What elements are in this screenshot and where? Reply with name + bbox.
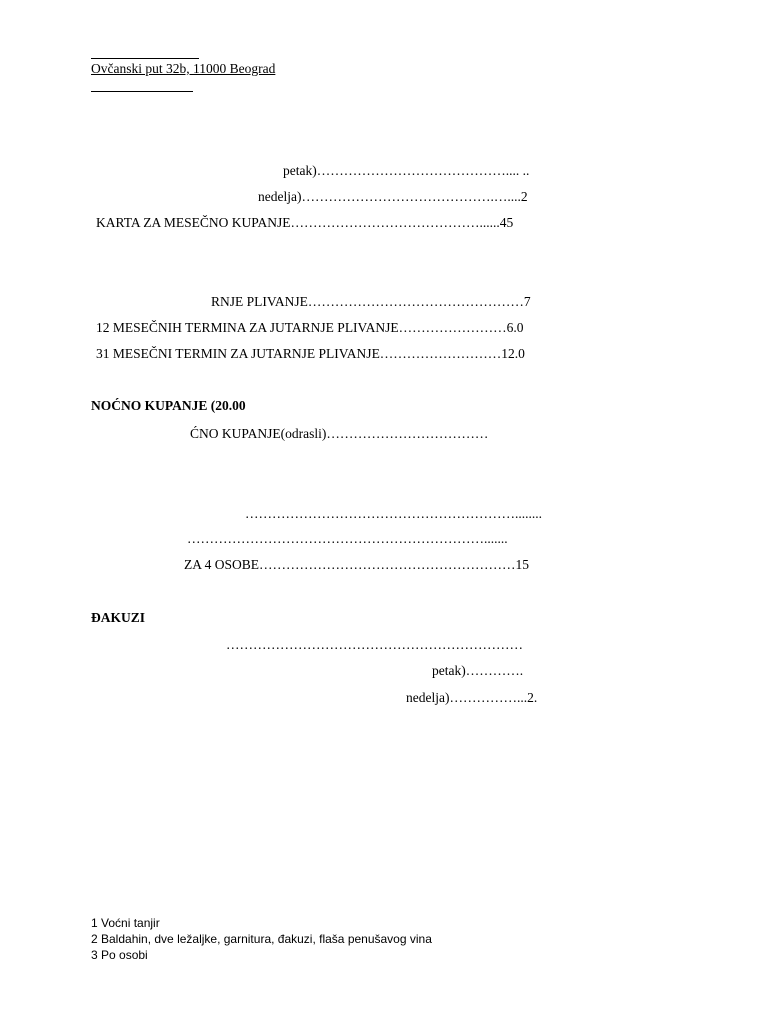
section-heading: NOĆNO KUPANJE (20.00 [91,398,246,413]
top-rule [91,58,199,59]
price-row: ĆNO KUPANJE(odrasli)……………………………… [190,426,489,441]
price-row: RNJE PLIVANJE…………………………………………7 [211,294,531,309]
price-row: 12 MESEČNIH TERMINA ZA JUTARNJE PLIVANJE……………………6.0 [96,320,524,335]
footnote: 2 Baldahin, dve ležaljke, garnitura, đakuzi, flaša penušavog vina [91,932,432,946]
footnotes [91,915,432,963]
price-row: petak)…………………………………….... .. [283,163,530,178]
price-row: 31 MESEČNI TERMIN ZA JUTARNJE PLIVANJE………………………12.0 [96,346,525,361]
price-row: nedelja)…………………………………….…....2 [258,189,528,204]
price-row: KARTA ZA MESEČNO KUPANJE……………………………………......45 [96,215,514,230]
price-row: nedelja)……………...2. [406,690,538,705]
address: Ovčanski put 32b, 11000 Beograd [91,61,276,76]
bottom-rule [91,91,193,92]
footnote: 1 Voćni tanjir [91,916,160,930]
price-row: …………………………………………………………....... [187,531,508,546]
price-row: petak)…………. [432,663,524,678]
price-row: ………………………………………………………… [226,637,523,652]
price-row: ……………………………………………………........ [245,506,542,521]
section-heading: ĐAKUZI [91,610,146,625]
footnote: 3 Po osobi [91,948,148,962]
price-row: ZA 4 OSOBE…………………………………………………15 [184,557,530,572]
